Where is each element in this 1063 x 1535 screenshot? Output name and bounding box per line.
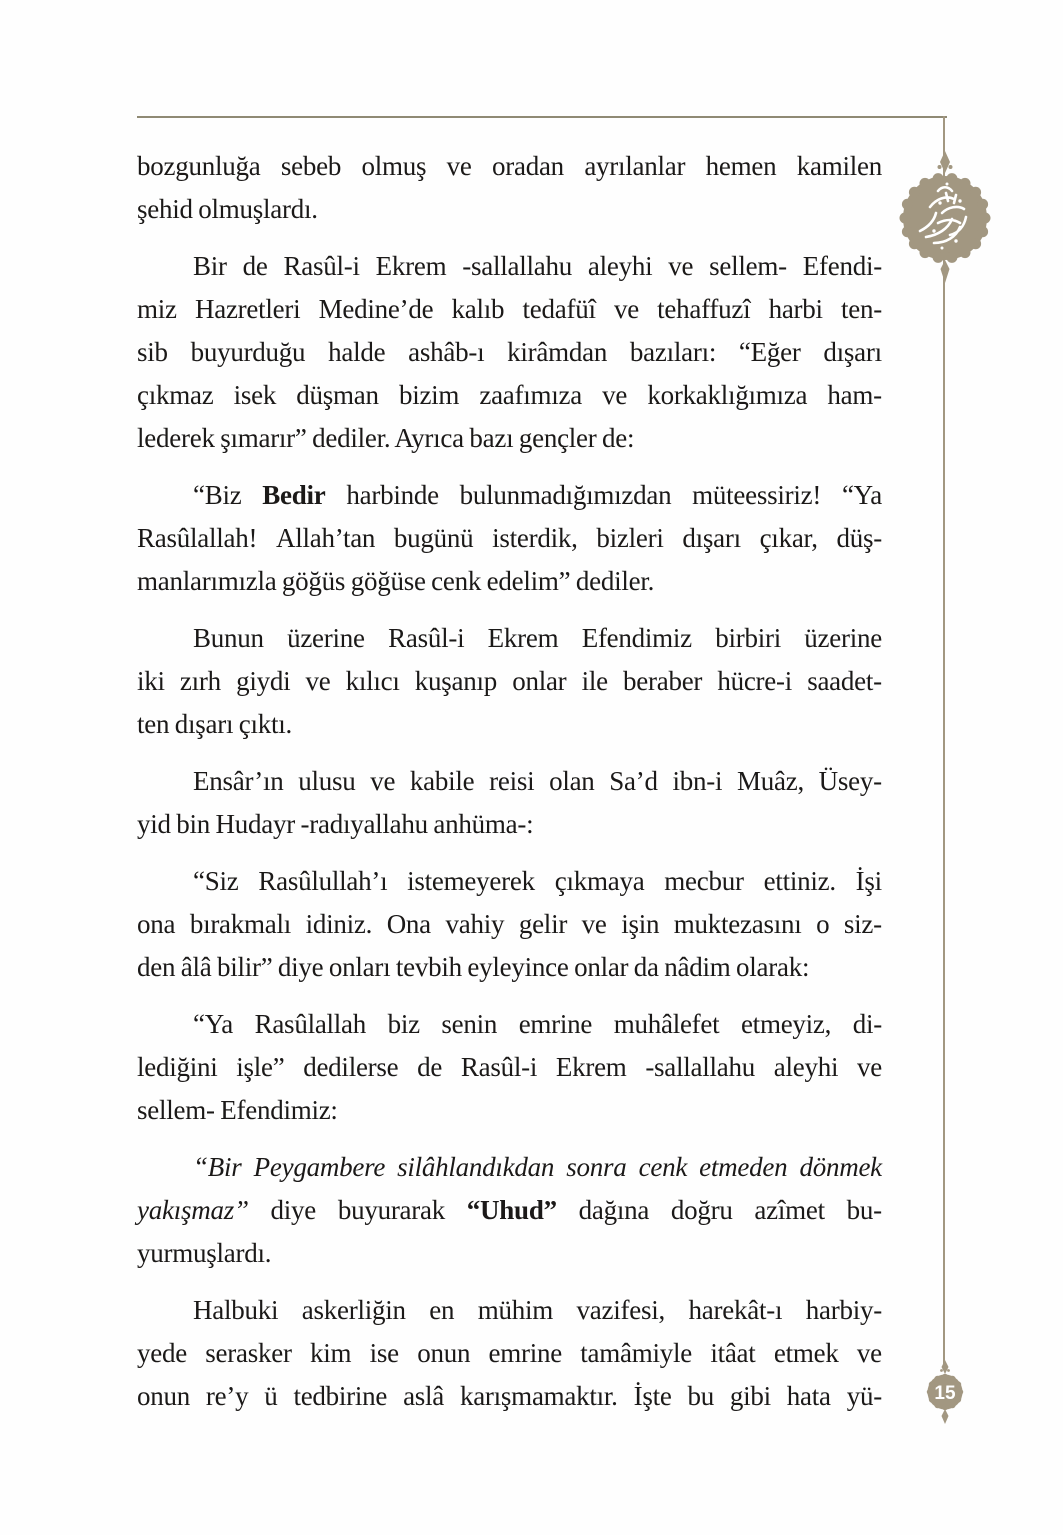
- page-number: 15: [934, 1383, 956, 1404]
- word: kuşanıp: [414, 666, 498, 696]
- text-line: [137, 1189, 882, 1232]
- word: ona: [137, 909, 176, 939]
- word: bulunmadığımızdan: [459, 480, 672, 510]
- word: ü: [264, 1381, 278, 1411]
- word: Rasûl-i: [283, 251, 360, 281]
- word: hücre-i: [717, 666, 793, 696]
- word: “Uhud”: [466, 1195, 557, 1225]
- word: buyurduğu: [190, 337, 306, 367]
- word: di-: [852, 1009, 882, 1039]
- word: Ekrem: [375, 251, 447, 281]
- word: aleyhi: [587, 251, 653, 281]
- word: “Siz: [193, 866, 239, 896]
- text-segment: yurmuşlardı.: [137, 1238, 272, 1268]
- word: Efendimiz: [581, 623, 692, 653]
- word: düşman: [296, 380, 379, 410]
- text-line: [137, 946, 882, 989]
- text-line: [137, 1289, 882, 1332]
- word: ashâb-ı: [408, 337, 485, 367]
- paragraph: [137, 474, 882, 603]
- word: etmeyiz,: [740, 1009, 832, 1039]
- word: miz: [137, 294, 177, 324]
- word: Bedir: [262, 480, 326, 510]
- word: müteessiriz!: [692, 480, 822, 510]
- word: bizleri: [596, 523, 664, 553]
- word: ten-: [841, 294, 882, 324]
- word: halde: [328, 337, 386, 367]
- text-line: [137, 1232, 882, 1275]
- word: muktezasını: [673, 909, 802, 939]
- word: Peygambere: [253, 1152, 386, 1182]
- word: en: [429, 1295, 455, 1325]
- word: -sallallahu: [462, 251, 573, 281]
- text-line: [137, 145, 882, 188]
- word: emrine: [518, 1009, 593, 1039]
- word: aleyhi: [773, 1052, 839, 1082]
- word: bugünü: [393, 523, 474, 553]
- word: bozgunluğa: [137, 151, 261, 181]
- word: harekât-ı: [688, 1295, 783, 1325]
- word: kim: [310, 1338, 352, 1368]
- word: Rasûlullah’ı: [258, 866, 388, 896]
- text-line: [137, 760, 882, 803]
- word: karışmamaktır.: [459, 1381, 618, 1411]
- word: Bunun: [193, 623, 264, 653]
- word: de: [242, 251, 268, 281]
- text-segment: lederek şımarır” dediler. Ayrıca bazı gençler de:: [137, 423, 635, 453]
- word: sonra: [566, 1152, 627, 1182]
- word: beraber: [622, 666, 703, 696]
- word: harbinde: [346, 480, 439, 510]
- word: zırh: [179, 666, 221, 696]
- word: diye: [270, 1195, 317, 1225]
- word: zaafımıza: [479, 380, 583, 410]
- text-line: [137, 1146, 882, 1189]
- word: buyurarak: [337, 1195, 446, 1225]
- word: korkaklığımıza: [647, 380, 808, 410]
- text-line: [137, 374, 882, 417]
- text-block: [137, 145, 882, 1432]
- word: idiniz.: [305, 909, 373, 939]
- word: itâat: [710, 1338, 756, 1368]
- word: “Eğer: [738, 337, 801, 367]
- paragraph: [137, 1146, 882, 1275]
- word: Rasûl-i: [460, 1052, 538, 1082]
- word: Medine’de: [318, 294, 434, 324]
- word: tehaffuzî: [657, 294, 751, 324]
- word: Rasûl-i: [388, 623, 465, 653]
- word: doğru: [670, 1195, 733, 1225]
- word: dönmek: [799, 1152, 882, 1182]
- word: ve: [370, 766, 396, 796]
- word: harbi: [768, 294, 823, 324]
- word: de: [417, 1052, 443, 1082]
- word: çıkmaz: [137, 380, 214, 410]
- word: bazıları:: [629, 337, 717, 367]
- word: ve: [581, 909, 607, 939]
- word: etmeden: [699, 1152, 788, 1182]
- word: vahiy: [445, 909, 505, 939]
- word: dağına: [578, 1195, 650, 1225]
- word: ve: [613, 294, 639, 324]
- paragraph: [137, 760, 882, 846]
- word: onlar: [512, 666, 567, 696]
- word: mecbur: [664, 866, 744, 896]
- text-line: [137, 245, 882, 288]
- word: bizim: [398, 380, 460, 410]
- word: Üsey-: [818, 766, 882, 796]
- word: -sallallahu: [645, 1052, 756, 1082]
- word: ayrılanlar: [584, 151, 686, 181]
- paragraph: [137, 1003, 882, 1132]
- word: hemen: [705, 151, 777, 181]
- word: reisi: [489, 766, 535, 796]
- text-line: [137, 560, 882, 603]
- word: kılıcı: [345, 666, 400, 696]
- word: isek: [233, 380, 277, 410]
- word: işle”: [236, 1052, 285, 1082]
- word: Ekrem: [555, 1052, 627, 1082]
- word: İşi: [855, 866, 882, 896]
- word: hata: [786, 1381, 831, 1411]
- text-line: [137, 703, 882, 746]
- word: aslâ: [403, 1381, 445, 1411]
- word: ve: [305, 666, 331, 696]
- word: ve: [446, 151, 472, 181]
- word: ile: [581, 666, 608, 696]
- text-line: [137, 417, 882, 460]
- badge-finial-bottom: [942, 1409, 949, 1424]
- text-segment: sellem- Efendimiz:: [137, 1095, 338, 1125]
- word: yede: [137, 1338, 187, 1368]
- word: Muâz,: [736, 766, 804, 796]
- word: dışarı: [823, 337, 882, 367]
- paragraph: [137, 145, 882, 231]
- paragraph: [137, 245, 882, 460]
- text-line: [137, 288, 882, 331]
- word: ve: [668, 251, 694, 281]
- word: tedbirine: [293, 1381, 388, 1411]
- text-segment: manlarımızla göğüs göğüse cenk edelim” dediler.: [137, 566, 655, 596]
- word: Rasûlallah: [254, 1009, 367, 1039]
- paragraph: [137, 860, 882, 989]
- word: düş-: [836, 523, 882, 553]
- word: o: [816, 909, 830, 939]
- word: ve: [602, 380, 628, 410]
- text-line: [137, 331, 882, 374]
- word: Halbuki: [193, 1295, 279, 1325]
- word: gelir: [518, 909, 568, 939]
- text-line: [137, 517, 882, 560]
- word: İşte: [633, 1381, 672, 1411]
- badge-finial-top: [940, 1360, 950, 1374]
- word: cenk: [638, 1152, 688, 1182]
- calligraphy-medallion-icon: [890, 143, 1000, 293]
- text-line: [137, 1332, 882, 1375]
- word: ise: [369, 1338, 399, 1368]
- word: olan: [549, 766, 595, 796]
- word: ve: [856, 1052, 882, 1082]
- word: “Ya: [841, 480, 882, 510]
- word: birbiri: [715, 623, 781, 653]
- word: üzerine: [287, 623, 365, 653]
- word: senin: [441, 1009, 498, 1039]
- text-line: [137, 1003, 882, 1046]
- word: sellem-: [709, 251, 787, 281]
- text-segment: şehid olmuşlardı.: [137, 194, 318, 224]
- word: serasker: [205, 1338, 292, 1368]
- paragraph: [137, 617, 882, 746]
- word: olmuş: [361, 151, 427, 181]
- word: silâhlandıkdan: [397, 1152, 555, 1182]
- word: Bir: [193, 251, 227, 281]
- word: onun: [417, 1338, 471, 1368]
- word: oradan: [491, 151, 564, 181]
- text-line: [137, 1375, 882, 1418]
- word: askerliğin: [301, 1295, 406, 1325]
- word: siz-: [843, 909, 882, 939]
- word: ettiniz.: [763, 866, 836, 896]
- word: muhâlefet: [613, 1009, 720, 1039]
- word: Ensâr’ın: [193, 766, 284, 796]
- word: azîmet: [754, 1195, 825, 1225]
- right-vertical-rule: [943, 116, 945, 1364]
- word: isterdik,: [492, 523, 578, 553]
- text-segment: ten dışarı çıktı.: [137, 709, 292, 739]
- word: üzerine: [804, 623, 882, 653]
- word: re’y: [205, 1381, 249, 1411]
- word: mühim: [477, 1295, 554, 1325]
- word: ibn-i: [672, 766, 723, 796]
- text-line: [137, 803, 882, 846]
- word: ham-: [827, 380, 882, 410]
- word: çıkmaya: [554, 866, 645, 896]
- word: iki: [137, 666, 165, 696]
- paragraph: [137, 1289, 882, 1418]
- word: lediğini: [137, 1052, 218, 1082]
- word: Allah’tan: [275, 523, 376, 553]
- text-line: [137, 1046, 882, 1089]
- word: “Bir: [193, 1152, 242, 1182]
- word: Sa’d: [609, 766, 658, 796]
- word: yakışmaz”: [137, 1195, 249, 1225]
- text-segment: yid bin Hudayr -radıyallahu anhüma-:: [137, 809, 534, 839]
- word: giydi: [236, 666, 291, 696]
- text-line: [137, 474, 882, 517]
- word: gibi: [729, 1381, 771, 1411]
- word: “Ya: [193, 1009, 234, 1039]
- word: bırakmalı: [189, 909, 292, 939]
- word: dışarı: [682, 523, 741, 553]
- word: yü-: [846, 1381, 882, 1411]
- page-number-badge: [910, 1352, 980, 1432]
- word: “Biz: [193, 480, 242, 510]
- word: dedilerse: [303, 1052, 399, 1082]
- word: emrine: [488, 1338, 562, 1368]
- word: Efendi-: [802, 251, 882, 281]
- text-line: [137, 660, 882, 703]
- text-segment: den âlâ bilir” diye onları tevbih eyleyince onlar da nâdim olarak:: [137, 952, 810, 982]
- medallion-finial-bottom: [941, 260, 950, 283]
- word: Hazretleri: [194, 294, 301, 324]
- word: ve: [856, 1338, 882, 1368]
- word: bu-: [846, 1195, 882, 1225]
- word: Ekrem: [487, 623, 559, 653]
- word: saadet-: [807, 666, 882, 696]
- word: sib: [137, 337, 168, 367]
- word: işin: [621, 909, 660, 939]
- word: biz: [387, 1009, 420, 1039]
- text-line: [137, 903, 882, 946]
- text-line: [137, 860, 882, 903]
- text-line: [137, 1089, 882, 1132]
- word: etmek: [773, 1338, 839, 1368]
- word: istemeyerek: [407, 866, 535, 896]
- word: onun: [137, 1381, 190, 1411]
- word: harbiy-: [805, 1295, 882, 1325]
- word: tamâmiyle: [580, 1338, 692, 1368]
- word: kabile: [409, 766, 475, 796]
- text-line: [137, 188, 882, 231]
- word: sebeb: [280, 151, 342, 181]
- word: kirâmdan: [507, 337, 608, 367]
- word: vazifesi,: [576, 1295, 665, 1325]
- top-rule: [137, 116, 947, 118]
- word: Ona: [386, 909, 431, 939]
- word: bu: [687, 1381, 714, 1411]
- word: çıkar,: [759, 523, 818, 553]
- word: tedafüî: [522, 294, 596, 324]
- medallion-finial-top: [938, 151, 953, 173]
- text-line: [137, 617, 882, 660]
- word: ulusu: [298, 766, 356, 796]
- word: kalıb: [451, 294, 505, 324]
- word: Rasûlallah!: [137, 523, 258, 553]
- word: kamilen: [796, 151, 882, 181]
